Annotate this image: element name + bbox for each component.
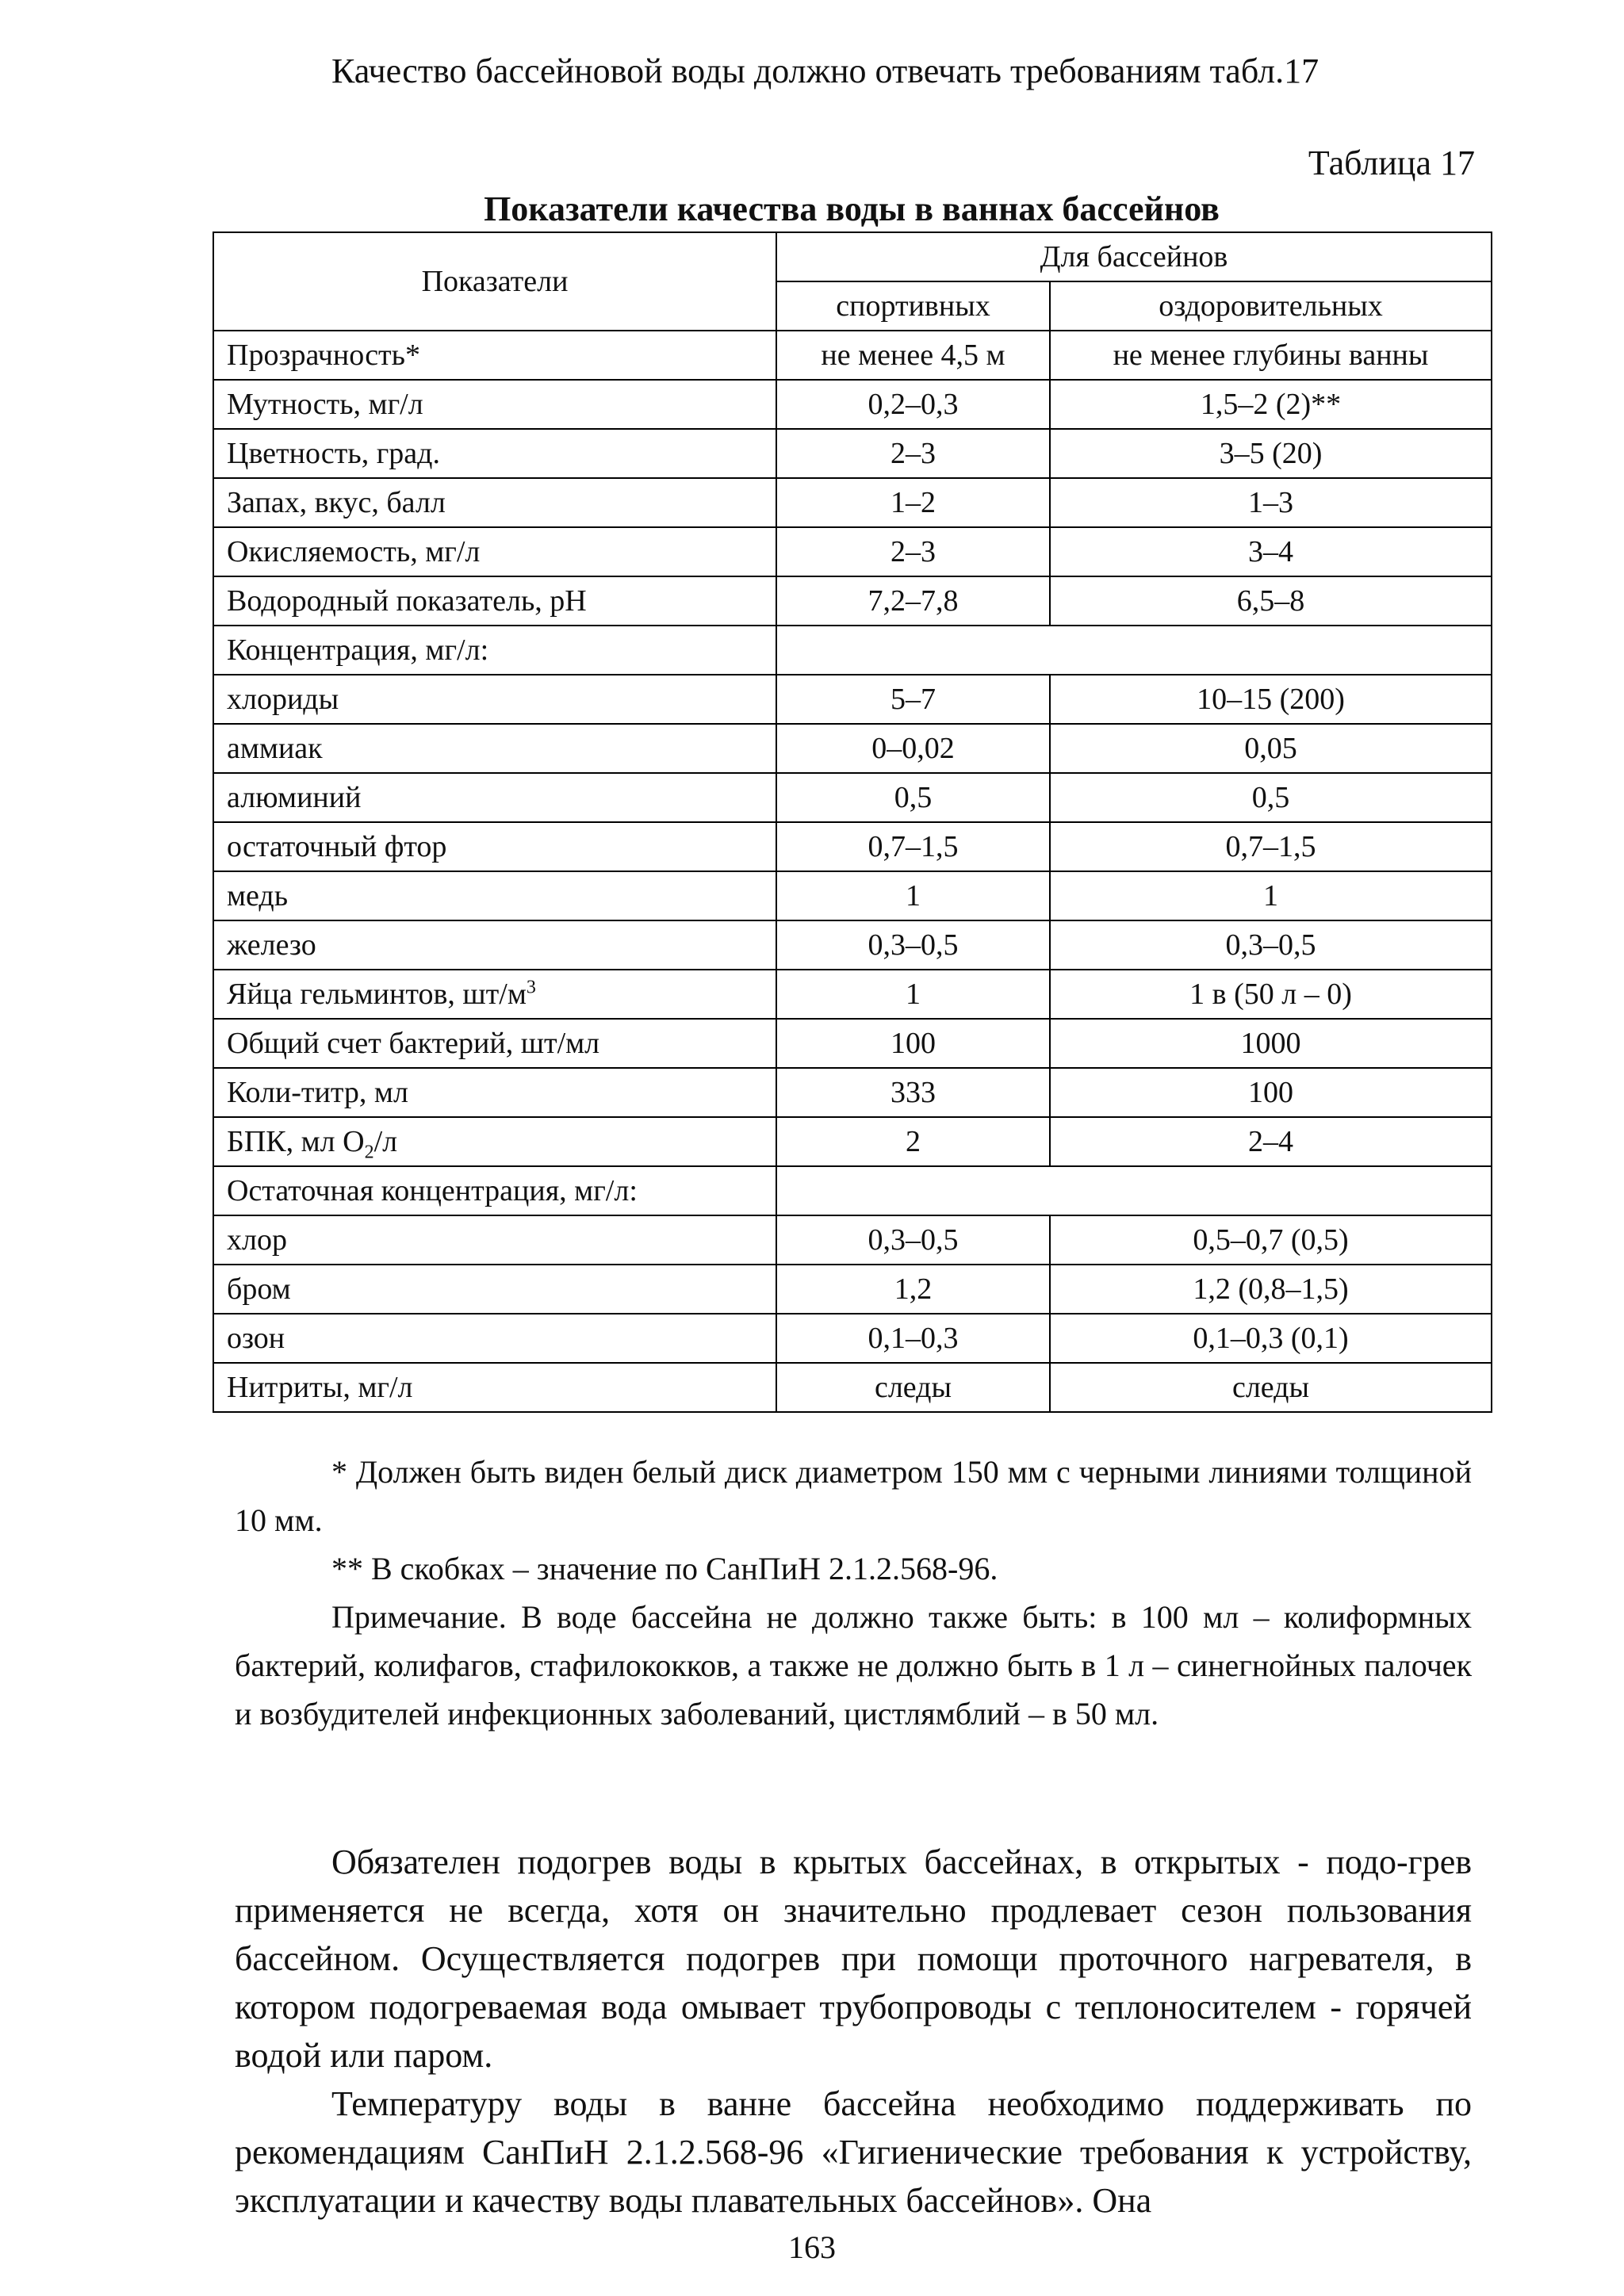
- sport-value-cell: 0,5: [776, 773, 1050, 822]
- indicator-cell: [213, 1314, 776, 1363]
- sport-value-cell: 2–3: [776, 527, 1050, 576]
- health-value-cell: 0,7–1,5: [1050, 822, 1492, 871]
- health-value-cell: 2–4: [1050, 1117, 1492, 1166]
- indicator-superscript: 3: [526, 977, 536, 998]
- sport-value-cell: следы: [776, 1363, 1050, 1412]
- header-indicator: Показатели: [213, 232, 776, 331]
- indicator-cell: [213, 478, 776, 527]
- sport-value-cell: 333: [776, 1068, 1050, 1117]
- indicator-cell: [213, 1265, 776, 1314]
- table-row: [213, 1215, 1492, 1265]
- health-value-cell: 1,5–2 (2)**: [1050, 380, 1492, 429]
- header-sport-pools: спортивных: [776, 281, 1050, 331]
- table-row: [213, 675, 1492, 724]
- indicator-cell: [213, 1019, 776, 1068]
- health-value-cell: 1–3: [1050, 478, 1492, 527]
- paragraph-heating: Обязателен подогрев воды в крытых бассейнах, в открытых - подо-грев применяется не всегда, хотя он значительно продлевает сезон пользования бассейном. Осуществляется подогрев при помощи проточного нагревателя, в котором подогреваемая вода омывает трубопроводы с теплоносителем - горячей водой или паром.: [235, 1843, 1472, 2075]
- indicator-label: озон: [227, 1322, 285, 1355]
- table-row: [213, 478, 1492, 527]
- sport-value-cell: 0,7–1,5: [776, 822, 1050, 871]
- indicator-label: Нитриты, мг/л: [227, 1371, 413, 1404]
- health-value-cell: 0,5–0,7 (0,5): [1050, 1215, 1492, 1265]
- indicator-label: Окисляемость, мг/л: [227, 535, 481, 568]
- indicator-cell: [213, 576, 776, 626]
- table-row: [213, 970, 1492, 1019]
- health-value-cell: следы: [1050, 1363, 1492, 1412]
- empty-value-cell: [776, 1166, 1492, 1215]
- indicator-label: Цветность, град.: [227, 437, 441, 470]
- indicator-cell: [213, 871, 776, 920]
- health-value-cell: 3–4: [1050, 527, 1492, 576]
- indicator-cell: [213, 1363, 776, 1412]
- table-row: [213, 1265, 1492, 1314]
- table-title: Показатели качества воды в ваннах бассейнов: [484, 189, 1220, 228]
- health-value-cell: 6,5–8: [1050, 576, 1492, 626]
- header-health-pools: оздоровительных: [1050, 281, 1492, 331]
- table-number: Таблица 17: [1308, 144, 1475, 182]
- sport-value-cell: 2–3: [776, 429, 1050, 478]
- header-pool-group: Для бассейнов: [776, 232, 1492, 281]
- health-value-cell: 3–5 (20): [1050, 429, 1492, 478]
- health-value-cell: 0,1–0,3 (0,1): [1050, 1314, 1492, 1363]
- indicator-label: бром: [227, 1272, 291, 1306]
- indicator-cell: [213, 626, 776, 675]
- sport-value-cell: 1,2: [776, 1265, 1050, 1314]
- health-value-cell: 0,5: [1050, 773, 1492, 822]
- table-row: [213, 626, 1492, 675]
- table-row: [213, 920, 1492, 970]
- sport-value-cell: 5–7: [776, 675, 1050, 724]
- sport-value-cell: 0,2–0,3: [776, 380, 1050, 429]
- sport-value-cell: 1: [776, 970, 1050, 1019]
- table-row: [213, 380, 1492, 429]
- indicator-cell: [213, 970, 776, 1019]
- indicator-label: Водородный показатель, pH: [227, 584, 587, 618]
- indicator-cell: [213, 1215, 776, 1265]
- table-note: Примечание. В воде бассейна не должно также быть: в 100 мл – колиформных бактерий, колифагов, стафилококков, а также не должно быть в 1 л – синегнойных палочек и возбудителей инфекционных заболеваний, цистлямблий – в 50 мл.: [235, 1599, 1472, 1732]
- table-row: [213, 1314, 1492, 1363]
- sport-value-cell: 0,1–0,3: [776, 1314, 1050, 1363]
- table-row: [213, 1117, 1492, 1166]
- health-value-cell: 1 в (50 л – 0): [1050, 970, 1492, 1019]
- indicator-cell: [213, 1068, 776, 1117]
- footnote-sanpin: ** В скобках – значение по СанПиН 2.1.2.568-96.: [331, 1551, 998, 1586]
- table-row: [213, 871, 1492, 920]
- indicator-cell: [213, 527, 776, 576]
- table-row: [213, 724, 1492, 773]
- intro-sentence: Качество бассейновой воды должно отвечать требованиям табл.17: [331, 52, 1320, 90]
- indicator-cell: [213, 380, 776, 429]
- indicator-cell: [213, 724, 776, 773]
- table-row: [213, 822, 1492, 871]
- table-row: [213, 1166, 1492, 1215]
- health-value-cell: 1: [1050, 871, 1492, 920]
- indicator-label-suffix: /л: [373, 1125, 398, 1158]
- health-value-cell: 0,05: [1050, 724, 1492, 773]
- health-value-cell: не менее глубины ванны: [1050, 331, 1492, 380]
- indicator-label: Остаточная концентрация, мг/л:: [227, 1174, 638, 1207]
- sport-value-cell: 100: [776, 1019, 1050, 1068]
- sport-value-cell: 0,3–0,5: [776, 1215, 1050, 1265]
- indicator-cell: [213, 675, 776, 724]
- indicator-label: БПК, мл О: [227, 1125, 365, 1158]
- indicator-label: Мутность, мг/л: [227, 388, 423, 421]
- indicator-cell: [213, 773, 776, 822]
- sport-value-cell: 0,3–0,5: [776, 920, 1050, 970]
- indicator-label: медь: [227, 879, 289, 913]
- indicator-label: Прозрачность*: [227, 339, 420, 372]
- table-row: [213, 1019, 1492, 1068]
- indicator-label: Общий счет бактерий, шт/мл: [227, 1027, 600, 1060]
- table-body: [213, 331, 1492, 1412]
- page-number: 163: [788, 2229, 836, 2265]
- indicator-label: остаточный фтор: [227, 830, 447, 863]
- sport-value-cell: 0–0,02: [776, 724, 1050, 773]
- table-row: [213, 331, 1492, 380]
- indicator-label: алюминий: [227, 781, 362, 814]
- water-quality-table: [213, 232, 1492, 1413]
- sport-value-cell: 1: [776, 871, 1050, 920]
- table-row: [213, 1068, 1492, 1117]
- table-row: [213, 527, 1492, 576]
- indicator-label: хлор: [227, 1223, 287, 1257]
- indicator-label: Яйца гельминтов, шт/м: [227, 978, 527, 1011]
- indicator-cell: [213, 429, 776, 478]
- table-row: [213, 773, 1492, 822]
- footnote-transparency: * Должен быть виден белый диск диаметром 150 мм с черными линиями толщиной 10 мм.: [235, 1454, 1472, 1538]
- indicator-label: аммиак: [227, 732, 323, 765]
- indicator-subscript: 2: [364, 1142, 374, 1163]
- indicator-label: хлориды: [227, 683, 339, 716]
- sport-value-cell: 7,2–7,8: [776, 576, 1050, 626]
- table-row: [213, 1363, 1492, 1412]
- indicator-label: железо: [227, 928, 316, 962]
- indicator-label: Концентрация, мг/л:: [227, 633, 489, 667]
- sport-value-cell: 1–2: [776, 478, 1050, 527]
- empty-value-cell: [776, 626, 1492, 675]
- indicator-label: Коли-титр, мл: [227, 1076, 408, 1109]
- table-row: [213, 576, 1492, 626]
- body-text: [235, 1838, 1472, 2225]
- table-footnotes: [235, 1448, 1472, 1738]
- indicator-cell: [213, 1166, 776, 1215]
- indicator-cell: [213, 920, 776, 970]
- health-value-cell: 10–15 (200): [1050, 675, 1492, 724]
- health-value-cell: 1,2 (0,8–1,5): [1050, 1265, 1492, 1314]
- paragraph-temperature: Температуру воды в ванне бассейна необходимо поддерживать по рекомендациям СанПиН 2.1.2.568-96 «Гигиенические требования к устройству, эксплуатации и качеству воды плавательных бассейнов». Она: [235, 2084, 1472, 2220]
- table-row: [213, 429, 1492, 478]
- indicator-label: Запах, вкус, балл: [227, 486, 446, 519]
- indicator-cell: [213, 1117, 776, 1166]
- health-value-cell: 100: [1050, 1068, 1492, 1117]
- indicator-cell: [213, 822, 776, 871]
- sport-value-cell: 2: [776, 1117, 1050, 1166]
- indicator-cell: [213, 331, 776, 380]
- sport-value-cell: не менее 4,5 м: [776, 331, 1050, 380]
- health-value-cell: 0,3–0,5: [1050, 920, 1492, 970]
- health-value-cell: 1000: [1050, 1019, 1492, 1068]
